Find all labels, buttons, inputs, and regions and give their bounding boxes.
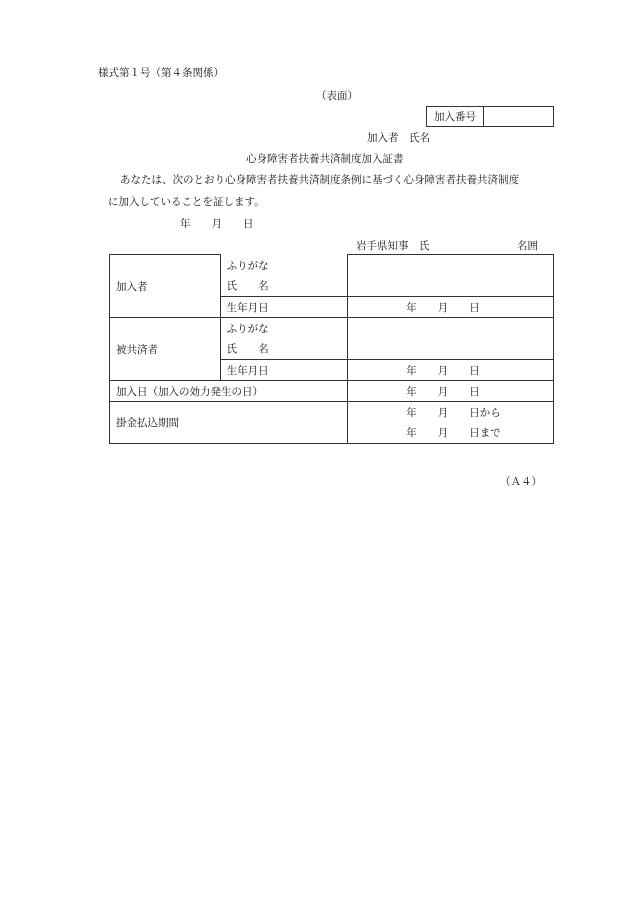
membership-number-label: 加入番号 [427, 107, 484, 126]
member-label: 加入者 [110, 255, 221, 318]
join-date-label: 加入日（加入の効力発生の日） [110, 381, 348, 402]
seal-mark: 名囲 [517, 240, 538, 252]
issuer-name: 岩手県知事 氏 [356, 240, 430, 252]
member-name-line: 加入者 氏名 [367, 132, 430, 144]
form-number: 様式第１号（第４条関係） [98, 67, 224, 79]
issue-date: 年 月 日 [180, 218, 254, 230]
beneficiary-name-value [348, 318, 554, 360]
member-birthdate-label: 生年月日 [220, 297, 348, 318]
side-label: （表面） [316, 90, 358, 102]
document-title: 心身障害者扶養共済制度加入証書 [246, 153, 404, 165]
beneficiary-birthdate-label: 生年月日 [220, 360, 348, 381]
payment-period-from: 年 月 日から [348, 402, 554, 423]
paper-size: （Ａ４） [500, 476, 542, 488]
certificate-table [109, 254, 554, 444]
membership-number-box [426, 106, 554, 127]
beneficiary-birthdate-value: 年 月 日 [348, 360, 554, 381]
member-name-value [348, 255, 554, 297]
member-birthdate-value: 年 月 日 [348, 297, 554, 318]
membership-number-value [484, 107, 553, 126]
beneficiary-label: 被共済者 [110, 318, 221, 381]
member-name-label: 氏 名 [220, 276, 348, 297]
body-text-line-1: あなたは、次のとおり心身障害者扶養共済制度条例に基づく心身障害者扶養共済制度 [120, 174, 519, 186]
body-text-line-2: に加入していることを証します。 [108, 196, 265, 208]
payment-period-label: 掛金払込期間 [110, 402, 348, 444]
payment-period-to: 年 月 日まで [348, 423, 554, 444]
beneficiary-name-label: 氏 名 [220, 339, 348, 360]
join-date-value: 年 月 日 [348, 381, 554, 402]
beneficiary-furigana-label: ふりがな [220, 318, 348, 339]
member-furigana-label: ふりがな [220, 255, 348, 276]
